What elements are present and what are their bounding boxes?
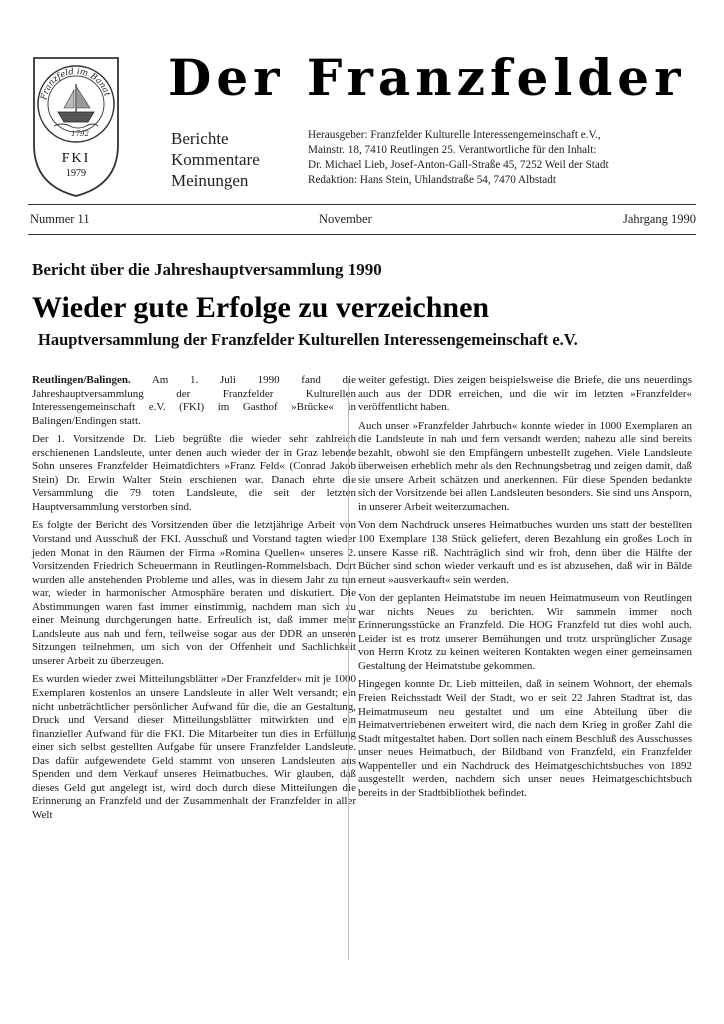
issue-bar bbox=[30, 210, 696, 230]
issue-month: November bbox=[319, 212, 372, 226]
publisher-line: Mainstr. 18, 7410 Reutlingen 25. Verantwortliche für den Inhalt: bbox=[308, 144, 597, 156]
publisher-info bbox=[308, 128, 698, 188]
masthead-rule-bottom bbox=[28, 234, 696, 235]
article-paragraph: weiter gefestigt. Dies zeigen beispielsweise die Briefe, die uns neuerdings auch aus der DDR erreichen, und die wir im letzten »Franzfelder« veröffentlicht haben. bbox=[358, 374, 692, 414]
article-paragraph: Hingegen konnte Dr. Lieb mitteilen, daß in seinem Wohnort, der ehemals Freien Reichsstadt Weil der Stadt, wo er seit 22 Jahren Stadtrat ist, das Heimatmuseum neu gestaltet und um eine Abteilung über die Heimatvertriebenen erweitert wird, die nach dem Krieg in großer Zahl die Stadt mitgestaltet haben. Dort sollen nach einem Beschluß des Ausschusses unser neues Heimatbuch, der Bildband von Franzfeld, ein Franzfelder Wappenteller und ein Nachdruck des Heimatgeschichtsbuches von 1892 ausgestellt werden, nachdem sich unser neues Heimatgeschichtsbuch bereits in der Stadtbibliothek befindet. bbox=[358, 678, 692, 799]
masthead-subtitle bbox=[171, 128, 291, 191]
masthead-rule-top bbox=[28, 204, 696, 205]
subtitle-line: Kommentare bbox=[171, 150, 260, 169]
issue-number: Nummer 11 bbox=[30, 212, 90, 226]
article-dateline: Reutlingen/Balingen. bbox=[32, 374, 131, 386]
issue-volume: Jahrgang 1990 bbox=[622, 212, 696, 226]
article-paragraph bbox=[32, 374, 356, 428]
column-divider bbox=[348, 378, 349, 960]
article-kicker: Bericht über die Jahreshauptversammlung 1990 bbox=[32, 260, 382, 279]
paragraph-text: Am 1. Juli 1990 fand die Jahreshauptversammlung der Franzfelder Kulturellen Interessengemeinschaft e.V. (FKI) im Gasthof »Brücke« in Balingen/Endingen statt. bbox=[32, 374, 356, 427]
subtitle-line: Meinungen bbox=[171, 171, 249, 190]
article-column-right bbox=[358, 374, 692, 805]
paper-title: Der Franzfelder bbox=[168, 48, 686, 107]
coat-of-arms-icon bbox=[28, 50, 124, 200]
publisher-line: Dr. Michael Lieb, Josef-Anton-Gall-Straße 45, 7252 Weil der Stadt bbox=[308, 159, 609, 171]
seal-year-founded: 1792 bbox=[71, 130, 89, 138]
article-headline: Wieder gute Erfolge zu verzeichnen bbox=[32, 291, 490, 324]
article-column-left bbox=[32, 374, 356, 828]
article-paragraph: Auch unser »Franzfelder Jahrbuch« konnte wieder in 1000 Exemplaren an die Landsleute in nah und fern versandt werden; nahezu alle sind bereits bezahlt, obwohl sie den Empfängern unbestellt zugehen. Viele Landsleute überweisen erheblich mehr als den Rechnungsbetrag und zeigen damit, daß sie unsere Arbeit schätzen und anerkennen. Für diese Spenden bedankte sich der Vorsitzende bei allen Landsleuten besonders. Sie sind uns Ansporn, in unserer Arbeit weiterzumachen. bbox=[358, 419, 692, 513]
publisher-line: Redaktion: Hans Stein, Uhlandstraße 54, 7470 Albstadt bbox=[308, 174, 556, 186]
article-paragraph: Es folgte der Bericht des Vorsitzenden über die letztjährige Arbeit von Vorstand und Ausschuß der FKI. Ausschuß und Vorstand tagten wieder jeden Monat in den Räumen der Firma »Romina Quellen« unseres 2. Vorsitzenden Friedrich Scheuermann in Reutlingen-Rommelsbach. Dort wurden alle anstehenden Probleme und alles, was in diesem Jahr zu tun war, wieder in harmonischer Atmosphäre beraten und diskutiert. Die Abstimmungen waren fast immer einstimmig, nachdem man sich zu einer Meinung durchgerungen hatte. Erfreulich ist, daß immer mehr Landsleute aus nah und fern, teilweise sogar aus der DDR an unseren Sitzungen teilnehmen, um sich von der Offenheit und Sachlichkeit unserer Arbeit zu überzeugen. bbox=[32, 519, 356, 667]
publisher-line: Herausgeber: Franzfelder Kulturelle Interessengemeinschaft e.V., bbox=[308, 129, 601, 141]
article-subhead: Hauptversammlung der Franzfelder Kulturellen Interessengemeinschaft e.V. bbox=[38, 330, 578, 349]
seal-ring-text: Franzfeld im Banat bbox=[39, 66, 112, 101]
article-paragraph: Es wurden wieder zwei Mitteilungsblätter »Der Franzfelder« mit je 1000 Exemplaren kostenlos an unsere Landsleute in aller Welt versandt; ein nicht unbeträchtlicher persönlicher Aufwand für die, die an Gestaltung, Druck und Versand dieser Mitteilungsblätter mitwirkten und ein finanzieller Aufwand für die FKI. Die Mitarbeiter tun dies in Erfüllung einer sich selbst gestellten Aufgabe für unsere Franzfelder Landsleute. Das dafür aufgewendete Geld stammt von unseren Landsleuten aus Spenden und dem Verkauf unseres Heimatbuches. Wir glauben, daß dieses Geld gut angelegt ist, wird doch durch diese Mitteilungen die Erinnerung an Franzfeld und der Zusammenhalt der Franzfelder in aller Welt bbox=[32, 673, 356, 821]
seal-org-year: 1979 bbox=[66, 168, 86, 179]
article-paragraph: Der 1. Vorsitzende Dr. Lieb begrüßte die wieder sehr zahlreich erschienenen Landsleute, unter denen auch wieder der in Graz lebende Sohn unseres Franzfelder Heimatdichters »Franz Feld« (Conrad Jakob Stein) Dr. Erwin Walter Stein erschienen war. Danach ehrte die Versammlung die 79 toten Landsleute, die seit der letzten Hauptversammlung verstorben sind. bbox=[32, 433, 356, 513]
seal-org-abbr: FKI bbox=[61, 151, 91, 166]
article-paragraph: Von dem Nachdruck unseres Heimatbuches wurden uns statt der bestellten 100 Exemplare 138 Stück geliefert, deren Bezahlung ein großes Loch in unsere Kasse riß. Nachträglich sind wir froh, denn über die Hälfte der Bücher sind schon wieder verkauft und es ist abzusehen, daß wir in Bälde erneut »ausverkauft« sein werden. bbox=[358, 519, 692, 586]
subtitle-line: Berichte bbox=[171, 129, 229, 148]
article-paragraph: Von der geplanten Heimatstube im neuen Heimatmuseum von Reutlingen war nichts Neues zu berichten. Wir sammeln immer noch Erinnerungsstücke an Franzfeld. Die HOG Franzfeld tut dies wohl auch. Leider ist es trotz unserer Bemühungen und trotz ursprünglicher Zusage von Herrn Krotz zu keinen weiteren Kontakten wegen einer gemeinsamen Gestaltung der Heimatstube gekommen. bbox=[358, 592, 692, 672]
seal-emblem bbox=[28, 50, 124, 200]
